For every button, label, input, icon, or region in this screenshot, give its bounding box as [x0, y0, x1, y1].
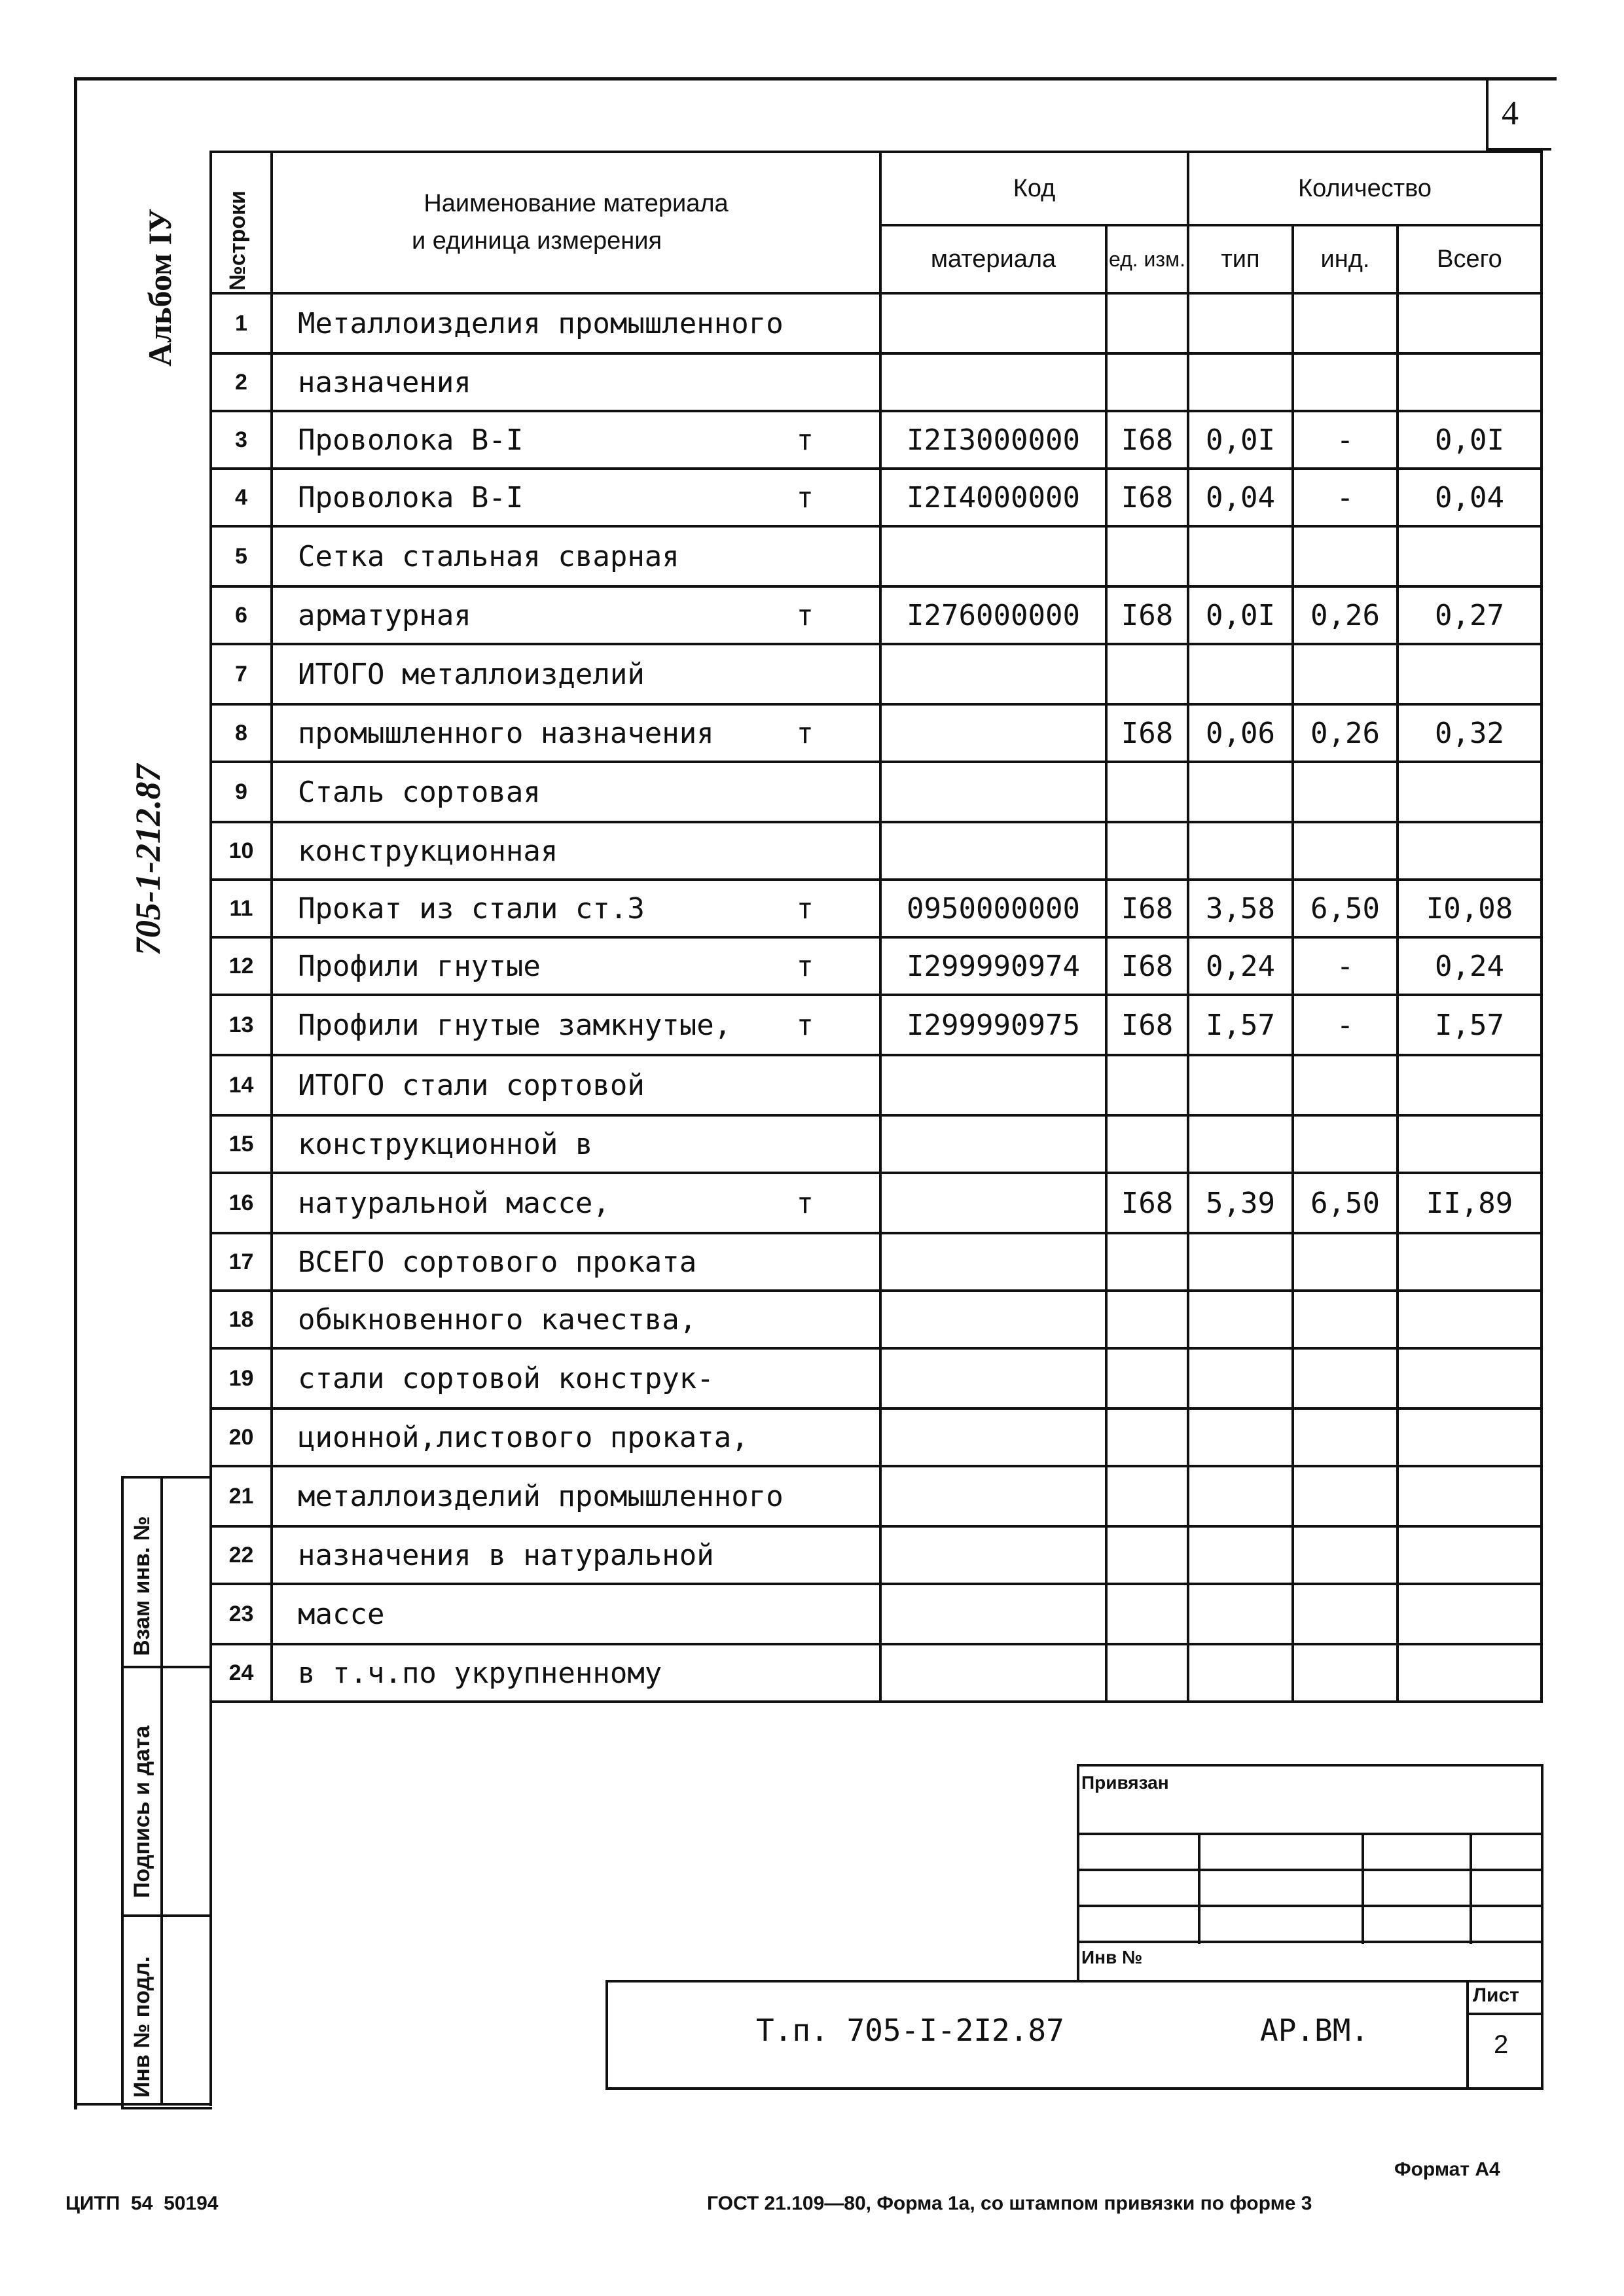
row-material-code [880, 1584, 1106, 1644]
row-qty-tip [1188, 1348, 1293, 1408]
row-number: 7 [211, 644, 272, 704]
row-qty-tip [1188, 1466, 1293, 1526]
table-row [211, 822, 1542, 880]
row-material-code [880, 1466, 1106, 1526]
row-material-code [880, 1115, 1106, 1173]
table-row [211, 1408, 1542, 1466]
header-rowno: №строки [211, 152, 272, 293]
row-qty-ind: - [1293, 995, 1398, 1055]
table-row [211, 293, 1542, 353]
row-unit-code: I68 [1106, 880, 1188, 937]
stamp-vline-3 [1470, 1833, 1472, 1944]
row-qty-total: 0,32 [1398, 704, 1542, 762]
table-row [211, 1644, 1542, 1702]
row-qty-ind: - [1293, 937, 1398, 995]
row-material-code: I2I3000000 [880, 411, 1106, 469]
row-qty-tip: I,57 [1188, 995, 1293, 1055]
row-qty-tip [1188, 1526, 1293, 1584]
row-number: 1 [211, 293, 272, 353]
row-qty-total: I0,08 [1398, 880, 1542, 937]
row-name [272, 1173, 880, 1233]
inv-no-label: Инв № [1081, 1947, 1143, 1967]
row-name-text: Проволока В-I [298, 423, 524, 457]
row-qty-ind: 6,50 [1293, 880, 1398, 937]
row-unit-code [1106, 353, 1188, 411]
row-unit-code [1106, 1466, 1188, 1526]
row-material-code: I2I4000000 [880, 469, 1106, 526]
row-name [272, 822, 880, 880]
row-qty-tip: 0,06 [1188, 704, 1293, 762]
header-name-line2: и единица измерения [411, 227, 662, 255]
row-name [272, 586, 880, 644]
row-number: 24 [211, 1644, 272, 1702]
row-material-code: I276000000 [880, 586, 1106, 644]
row-name-text: промышленного назначения [298, 716, 714, 750]
row-number: 22 [211, 1526, 272, 1584]
row-qty-tip [1188, 1055, 1293, 1115]
row-material-code [880, 1348, 1106, 1408]
table-row [211, 586, 1542, 644]
handwritten-code: 705-1-212.87 [128, 764, 168, 956]
row-material-code: I299990975 [880, 995, 1106, 1055]
row-name [272, 937, 880, 995]
row-number: 19 [211, 1348, 272, 1408]
table-row [211, 1348, 1542, 1408]
row-unit: т [796, 480, 814, 514]
table-row [211, 1584, 1542, 1644]
row-name-text: ционной,листового проката, [298, 1420, 749, 1454]
row-qty-tip [1188, 1644, 1293, 1702]
row-name-text: Профили гнутые [298, 949, 541, 983]
row-number: 9 [211, 762, 272, 822]
header-total: Всего [1398, 225, 1542, 293]
row-qty-total [1398, 1115, 1542, 1173]
row-name-text: конструкционной в [298, 1127, 593, 1161]
row-qty-ind: - [1293, 469, 1398, 526]
row-qty-total [1398, 762, 1542, 822]
row-material-code [880, 704, 1106, 762]
row-qty-total [1398, 1584, 1542, 1644]
row-unit-code [1106, 1644, 1188, 1702]
row-name-text: натуральной массе, [298, 1186, 610, 1220]
row-qty-tip: 3,58 [1188, 880, 1293, 937]
row-name-text: назначения в натуральной [298, 1538, 714, 1572]
row-qty-ind [1293, 1644, 1398, 1702]
row-name-text: арматурная [298, 598, 471, 632]
row-number: 11 [211, 880, 272, 937]
row-qty-total [1398, 353, 1542, 411]
table-row [211, 353, 1542, 411]
row-qty-ind [1293, 1233, 1398, 1291]
row-qty-total [1398, 1055, 1542, 1115]
row-qty-ind [1293, 1115, 1398, 1173]
table-row [211, 1233, 1542, 1291]
album-label: Альбом IУ [141, 208, 178, 367]
row-unit: т [796, 716, 814, 750]
row-qty-tip [1188, 1115, 1293, 1173]
row-name [272, 1233, 880, 1291]
row-number: 10 [211, 822, 272, 880]
row-qty-ind [1293, 293, 1398, 353]
table-row [211, 526, 1542, 586]
row-unit-code: I68 [1106, 469, 1188, 526]
row-qty-total: II,89 [1398, 1173, 1542, 1233]
row-qty-ind [1293, 1408, 1398, 1466]
row-qty-tip [1188, 1233, 1293, 1291]
row-name-text: Профили гнутые замкнутые, [298, 1008, 732, 1042]
footer-left: ЦИТП 54 50194 [65, 2193, 219, 2214]
row-name-text: ВСЕГО сортового проката [298, 1245, 697, 1279]
row-qty-total [1398, 1348, 1542, 1408]
row-number: 13 [211, 995, 272, 1055]
row-qty-ind: - [1293, 411, 1398, 469]
row-qty-total [1398, 1526, 1542, 1584]
row-name-text: металлоизделий промышленного [298, 1479, 784, 1513]
row-qty-ind [1293, 822, 1398, 880]
table-bottom-extension [209, 1661, 212, 2106]
row-unit-code: I68 [1106, 586, 1188, 644]
row-unit-code: I68 [1106, 411, 1188, 469]
row-material-code [880, 1291, 1106, 1348]
row-qty-tip [1188, 1291, 1293, 1348]
row-name [272, 1644, 880, 1702]
row-unit: т [796, 423, 814, 457]
table-row [211, 1055, 1542, 1115]
row-material-code: I299990974 [880, 937, 1106, 995]
row-qty-tip: 0,04 [1188, 469, 1293, 526]
inv-podl-label: Инв № подл. [130, 1956, 154, 2098]
row-qty-ind: 0,26 [1293, 704, 1398, 762]
vzam-label: Взам инв. № [130, 1516, 154, 1656]
row-number: 15 [211, 1115, 272, 1173]
row-number: 5 [211, 526, 272, 586]
header-material: материала [880, 225, 1106, 293]
row-name-text: в т.ч.по укрупненному [298, 1656, 662, 1690]
table-row [211, 1291, 1542, 1348]
row-qty-ind [1293, 353, 1398, 411]
row-qty-tip [1188, 644, 1293, 704]
row-name [272, 644, 880, 704]
row-number: 14 [211, 1055, 272, 1115]
row-name [272, 526, 880, 586]
row-unit-code [1106, 1055, 1188, 1115]
row-unit-code [1106, 1348, 1188, 1408]
row-number: 23 [211, 1584, 272, 1644]
row-unit-code [1106, 526, 1188, 586]
row-unit-code [1106, 762, 1188, 822]
table-row [211, 880, 1542, 937]
table-row [211, 1466, 1542, 1526]
row-material-code [880, 1233, 1106, 1291]
row-name-text: конструкционная [298, 834, 558, 868]
row-qty-ind [1293, 1584, 1398, 1644]
row-name-text: Проволока В-I [298, 480, 524, 514]
row-qty-tip: 5,39 [1188, 1173, 1293, 1233]
row-material-code [880, 1526, 1106, 1584]
row-qty-ind [1293, 644, 1398, 704]
row-qty-ind [1293, 1291, 1398, 1348]
header-tip: тип [1188, 225, 1293, 293]
row-qty-ind [1293, 1348, 1398, 1408]
left-side-bottom-line [74, 2103, 211, 2106]
row-unit-code: I68 [1106, 937, 1188, 995]
row-qty-total [1398, 293, 1542, 353]
materials-table [209, 151, 1543, 1703]
table-row [211, 411, 1542, 469]
row-unit-code [1106, 1408, 1188, 1466]
row-unit: т [796, 949, 814, 983]
header-code-group: Код [880, 152, 1188, 225]
podpis-label: Подпись и дата [130, 1725, 154, 1898]
row-name [272, 293, 880, 353]
row-qty-tip [1188, 822, 1293, 880]
row-qty-ind: 6,50 [1293, 1173, 1398, 1233]
row-name [272, 1055, 880, 1115]
row-qty-total: 0,24 [1398, 937, 1542, 995]
row-qty-total: I,57 [1398, 995, 1542, 1055]
row-number: 3 [211, 411, 272, 469]
table-row [211, 1115, 1542, 1173]
row-name-text: обыкновенного качества, [298, 1302, 697, 1336]
row-qty-ind [1293, 526, 1398, 586]
privyazan-label: Привязан [1081, 1772, 1169, 1793]
row-name-text: назначения [298, 365, 471, 399]
row-material-code [880, 1644, 1106, 1702]
row-name [272, 1466, 880, 1526]
header-ind: инд. [1293, 225, 1398, 293]
row-name [272, 1115, 880, 1173]
table-row [211, 469, 1542, 526]
row-unit-code: I68 [1106, 995, 1188, 1055]
row-qty-tip [1188, 1408, 1293, 1466]
row-unit: т [796, 1008, 814, 1042]
row-qty-total [1398, 822, 1542, 880]
sheet-box-hline [1466, 2013, 1541, 2015]
row-qty-total [1398, 1644, 1542, 1702]
row-qty-tip [1188, 762, 1293, 822]
stamp-vline-2 [1362, 1833, 1364, 1944]
table-row [211, 704, 1542, 762]
side-divider-1 [160, 1476, 163, 2104]
row-name [272, 762, 880, 822]
row-unit-code [1106, 1115, 1188, 1173]
table-row [211, 1173, 1542, 1233]
row-number: 18 [211, 1291, 272, 1348]
designation: Т.п. 705-I-2I2.87 [756, 2013, 1064, 2048]
row-unit-code [1106, 1233, 1188, 1291]
sheet-box-vline [1466, 1980, 1469, 2087]
row-material-code [880, 353, 1106, 411]
sheet-label: Лист [1473, 1984, 1519, 2006]
row-number: 12 [211, 937, 272, 995]
document-mark: АР.ВМ. [1260, 2013, 1369, 2048]
table-row [211, 937, 1542, 995]
row-material-code [880, 1173, 1106, 1233]
row-name [272, 704, 880, 762]
row-qty-ind [1293, 1055, 1398, 1115]
table-row [211, 762, 1542, 822]
row-unit-code [1106, 822, 1188, 880]
row-number: 17 [211, 1233, 272, 1291]
row-number: 6 [211, 586, 272, 644]
row-number: 8 [211, 704, 272, 762]
row-unit-code [1106, 1584, 1188, 1644]
row-unit-code: I68 [1106, 704, 1188, 762]
row-unit-code [1106, 293, 1188, 353]
row-material-code [880, 822, 1106, 880]
binding-stamp [1077, 1764, 1543, 1982]
row-qty-total [1398, 644, 1542, 704]
title-block [605, 1980, 1543, 2090]
row-qty-total: 0,0I [1398, 411, 1542, 469]
row-material-code [880, 762, 1106, 822]
row-material-code [880, 1408, 1106, 1466]
row-name-text: ИТОГО стали сортовой [298, 1068, 645, 1102]
row-material-code [880, 526, 1106, 586]
row-qty-ind [1293, 762, 1398, 822]
row-name-text: Сталь сортовая [298, 775, 541, 809]
row-qty-tip [1188, 1584, 1293, 1644]
row-unit: т [796, 598, 814, 632]
table-row [211, 995, 1542, 1055]
row-unit-code: I68 [1106, 1173, 1188, 1233]
row-number: 2 [211, 353, 272, 411]
sheet-number: 2 [1494, 2030, 1509, 2059]
row-number: 4 [211, 469, 272, 526]
row-name-text: Сетка стальная сварная [298, 539, 679, 573]
row-qty-tip [1188, 526, 1293, 586]
row-number: 16 [211, 1173, 272, 1233]
row-qty-total [1398, 1466, 1542, 1526]
row-unit-code [1106, 644, 1188, 704]
page-number: 4 [1486, 77, 1551, 151]
row-name [272, 1348, 880, 1408]
table-row [211, 644, 1542, 704]
footer-right: ГОСТ 21.109—80, Форма 1а, со штампом привязки по форме 3 [707, 2193, 1312, 2214]
row-unit-code [1106, 1526, 1188, 1584]
row-number: 21 [211, 1466, 272, 1526]
row-name [272, 1526, 880, 1584]
row-name [272, 995, 880, 1055]
row-unit-code [1106, 1291, 1188, 1348]
header-name [272, 152, 880, 293]
row-material-code [880, 644, 1106, 704]
row-name-text: Прокат из стали ст.3 [298, 891, 645, 925]
row-name-text: Металлоизделия промышленного [298, 306, 784, 340]
row-qty-total [1398, 1408, 1542, 1466]
row-qty-tip [1188, 293, 1293, 353]
row-qty-tip [1188, 353, 1293, 411]
row-qty-ind [1293, 1526, 1398, 1584]
row-material-code: 0950000000 [880, 880, 1106, 937]
row-qty-tip: 0,24 [1188, 937, 1293, 995]
row-unit: т [796, 891, 814, 925]
row-name [272, 880, 880, 937]
header-name-line1: Наименование материала [424, 190, 729, 217]
row-qty-ind [1293, 1466, 1398, 1526]
row-name [272, 411, 880, 469]
row-qty-tip: 0,0I [1188, 411, 1293, 469]
header-unit: ед. изм. [1106, 225, 1188, 293]
row-qty-total [1398, 526, 1542, 586]
row-qty-total: 0,04 [1398, 469, 1542, 526]
row-name [272, 1584, 880, 1644]
row-unit: т [796, 1186, 814, 1220]
row-name [272, 1408, 880, 1466]
row-number: 20 [211, 1408, 272, 1466]
row-qty-ind: 0,26 [1293, 586, 1398, 644]
row-qty-total [1398, 1233, 1542, 1291]
format-label: Формат А4 [1394, 2159, 1500, 2180]
row-name [272, 353, 880, 411]
row-name-text: ИТОГО металлоизделий [298, 657, 645, 691]
row-material-code [880, 293, 1106, 353]
row-name [272, 469, 880, 526]
row-material-code [880, 1055, 1106, 1115]
stamp-vline-1 [1198, 1833, 1200, 1944]
row-qty-tip: 0,0I [1188, 586, 1293, 644]
row-qty-total: 0,27 [1398, 586, 1542, 644]
row-name-text: массе [298, 1597, 385, 1631]
header-qty-group: Количество [1188, 152, 1542, 225]
row-name [272, 1291, 880, 1348]
row-qty-total [1398, 1291, 1542, 1348]
row-name-text: стали сортовой конструк- [298, 1361, 714, 1395]
table-row [211, 1526, 1542, 1584]
